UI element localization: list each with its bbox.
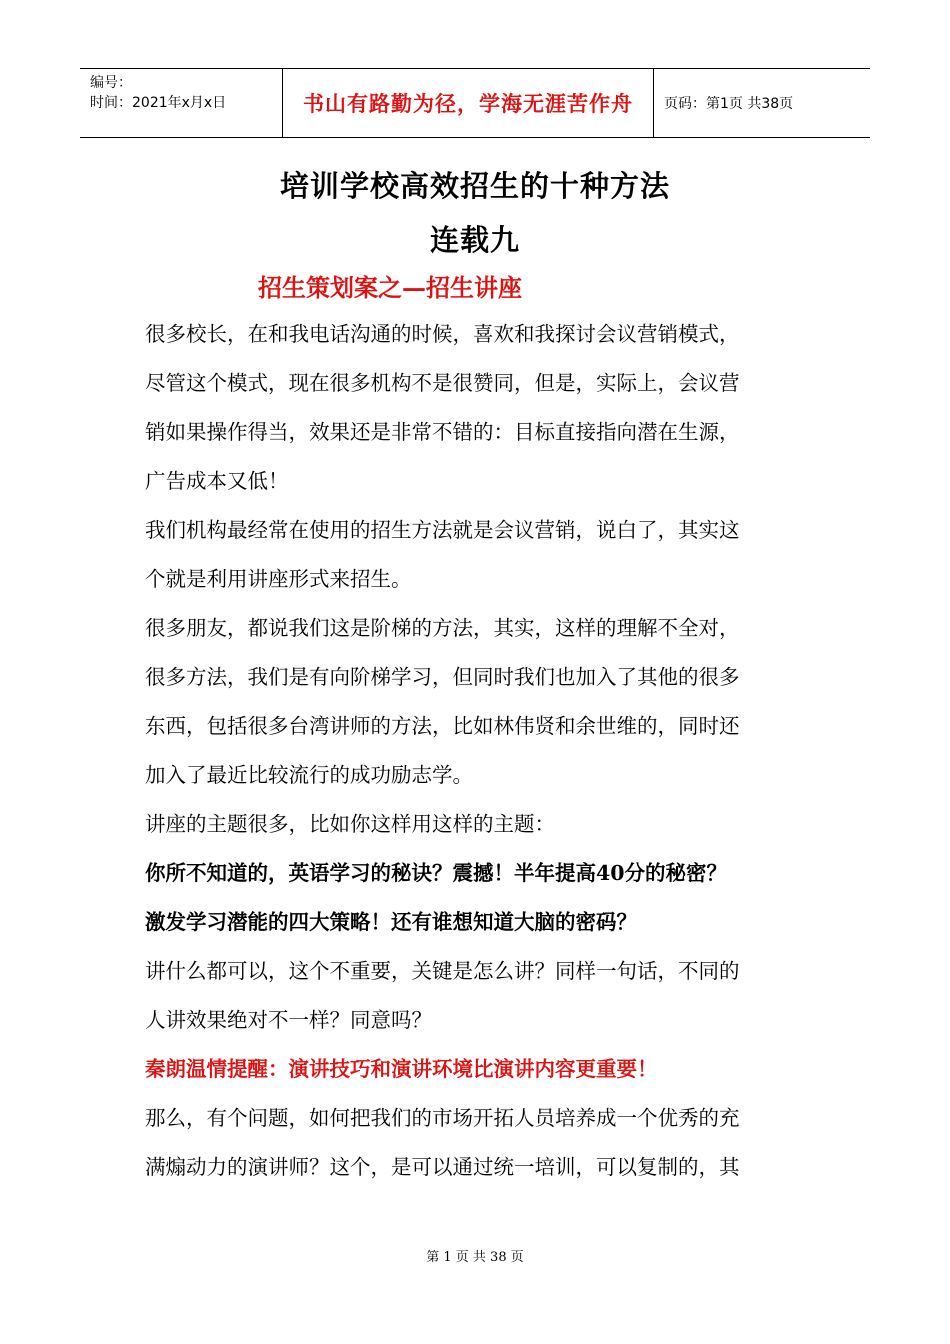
paragraph-line: 加入了最近比较流行的成功励志学。 <box>145 763 473 787</box>
document-series-label: 连载九 <box>429 223 520 257</box>
paragraph-line: 广告成本又低！ <box>145 469 289 493</box>
paragraph-line: 人讲效果绝对不一样？同意吗？ <box>145 1008 432 1032</box>
paragraph-line: 我们机构最经常在使用的招生方法就是会议营销，说白了，其实这 <box>145 518 740 542</box>
highlight-tip-line: 秦朗温情提醒：演讲技巧和演讲环境比演讲内容更重要！ <box>145 1057 658 1081</box>
number-label: 编号： <box>90 75 132 91</box>
body-text <box>145 310 805 1192</box>
paragraph-line: 满煽动力的演讲师？这个，是可以通过统一培训，可以复制的，其 <box>145 1155 740 1179</box>
paragraph-line: 个就是利用讲座形式来招生。 <box>145 567 412 591</box>
paragraph-line: 讲什么都可以，这个不重要，关键是怎么讲？同样一句话，不同的 <box>145 959 740 983</box>
paragraph-line: 东西，包括很多台湾讲师的方法，比如林伟贤和余世维的，同时还 <box>145 714 740 738</box>
header-motto: 书山有路勤为径，学海无涯苦作舟 <box>282 69 654 137</box>
paragraph-line: 那么，有个问题，如何把我们的市场开拓人员培养成一个优秀的充 <box>145 1106 740 1130</box>
document-title: 培训学校高效招生的十种方法 <box>279 169 670 203</box>
paragraph-line: 很多校长，在和我电话沟通的时候，喜欢和我探讨会议营销模式， <box>145 322 740 346</box>
paragraph-line: 销如果操作得当，效果还是非常不错的：目标直接指向潜在生源， <box>145 420 740 444</box>
bold-topic-line: 激发学习潜能的四大策略！还有谁想知道大脑的密码？ <box>145 910 637 934</box>
paragraph-line: 很多朋友，都说我们这是阶梯的方法，其实，这样的理解不全对， <box>145 616 740 640</box>
page-footer: 第 1 页 共 38 页 <box>426 1250 524 1265</box>
paragraph-line: 尽管这个模式，现在很多机构不是很赞同，但是，实际上，会议营 <box>145 371 740 395</box>
page-header-table <box>80 68 870 138</box>
header-meta <box>80 69 282 137</box>
date-label: 时间：2021年x月x日 <box>90 95 227 111</box>
paragraph-line: 很多方法，我们是有向阶梯学习，但同时我们也加入了其他的很多 <box>145 665 740 689</box>
section-subtitle: 招生策划案之—招生讲座 <box>258 273 522 302</box>
header-page-info: 页码：第1页 共38页 <box>664 96 794 112</box>
bold-topic-line: 你所不知道的，英语学习的秘诀？震撼！半年提高40分的秘密？ <box>145 861 728 885</box>
paragraph-line: 讲座的主题很多，比如你这样用这样的主题： <box>145 812 555 836</box>
